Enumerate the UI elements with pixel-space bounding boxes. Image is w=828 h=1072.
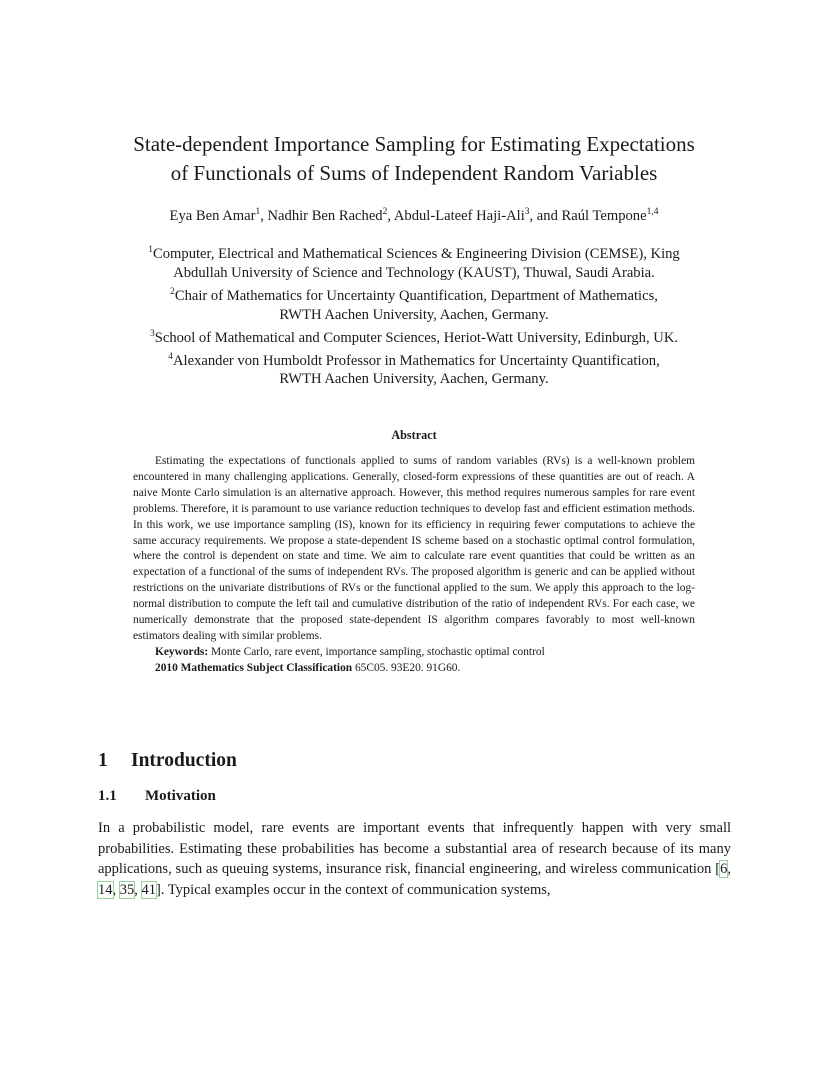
affiliation-line: [80, 325, 748, 348]
author-name: Eya Ben Amar: [169, 207, 256, 224]
author-list: [80, 207, 748, 225]
affiliation-line: Abdullah University of Science and Technology (KAUST), Thuwal, Saudi Arabia.: [173, 264, 655, 281]
affiliation-text: Alexander von Humboldt Professor in Mathematics for Uncertainty Quantification,: [173, 352, 660, 369]
affiliation-sup: 3: [149, 328, 155, 339]
intro-text-after: ]. Typical examples occur in the context of communication systems,: [156, 881, 551, 898]
affiliation-line: [80, 241, 748, 264]
abstract-body: [133, 454, 695, 677]
subsection-title: Motivation: [145, 788, 216, 804]
affiliation-text: School of Mathematical and Computer Sciences, Heriot-Watt University, Edinburgh, UK.: [154, 329, 679, 346]
author-name: Raúl Tempone: [561, 207, 647, 224]
affiliation-line: [80, 283, 748, 306]
msc-codes: 65C05. 93E20. 91G60.: [354, 661, 461, 674]
citation-link[interactable]: 41: [141, 881, 156, 898]
title-line-2: of Functionals of Sums of Independent Random Variables: [170, 161, 658, 185]
title-line-1: State-dependent Importance Sampling for Estimating Expectations: [133, 132, 695, 156]
author-separator: , and: [529, 207, 562, 224]
author-separator: ,: [260, 207, 268, 224]
affiliation-text: Chair of Mathematics for Uncertainty Quantification, Department of Mathematics,: [174, 287, 658, 304]
intro-text: In a probabilistic model, rare events are important events that infrequently happen with very small probabilities. Estimating these probabilities has become a substantial area of research because of its many applications, such as queuing systems, insurance risk, financial engineering, and wireless communication [6, 14, 35, 41]. Typical examples occur in the context of communication systems,: [98, 820, 731, 898]
author-name: Nadhir Ben Rached: [267, 207, 383, 224]
section-title: Introduction: [131, 750, 237, 771]
abstract-text: Estimating the expectations of functionals applied to sums of random variables (RVs) is a well-known problem encountered in many challenging applications. Generally, closed-form expressions of these quantities are out of reach. A naive Monte Carlo simulation is an alternative approach. However, this method requires numerous samples for rare event problems. Therefore, it is paramount to use variance reduction techniques to develop fast and efficient estimation methods. In this work, we use importance sampling (IS), known for its efficiency in requiring fewer computations to achieve the same accuracy requirements. We propose a state-dependent IS scheme based on a stochastic optimal control formulation, where the control is dependent on state and time. We aim to calculate rare event quantities that could be written as an expectation of a functional of the sums of independent RVs. The proposed algorithm is generic and can be applied without restrictions on the univariate distributions of RVs or the functional applied to the sum. We apply this approach to the log-normal distribution to compute the left tail and cumulative distribution of the ratio of independent RVs. For each case, we numerically demonstrate that the proposed state-dependent IS algorithm compares favorably to most well-known estimators dealing with similar problems.: [133, 455, 695, 642]
section-number: 1: [98, 750, 108, 771]
affiliation-sup: 2: [170, 286, 175, 297]
affiliation-sup: 4: [168, 351, 173, 362]
affiliation-line: RWTH Aachen University, Aachen, Germany.: [279, 371, 549, 388]
citation-link[interactable]: 6: [720, 861, 728, 877]
intro-text-before: In a probabilistic model, rare events are important events that infrequently happen with very small probabilities. Estimating these probabilities has become a substantial area of research because of its many applications, such as queuing systems, insurance risk, financial engineering, and wireless communication [: [98, 820, 731, 877]
affiliation-text: Computer, Electrical and Mathematical Sciences & Engineering Division (CEMSE), King: [153, 245, 680, 262]
author-separator: ,: [387, 207, 394, 224]
introduction-paragraph: [98, 818, 731, 900]
author-affil-sup: 2: [382, 207, 388, 217]
affiliation-list: [80, 241, 748, 389]
keywords-label: Keywords:: [155, 645, 209, 658]
affiliation-line: [80, 348, 748, 371]
affiliation-sup: 1: [148, 245, 154, 255]
author-affil-sup: 1: [255, 207, 261, 217]
citation-link[interactable]: 35: [119, 881, 135, 898]
affiliation-line: RWTH Aachen University, Aachen, Germany.: [279, 306, 549, 323]
paper-title: [80, 130, 748, 188]
msc-line: [133, 661, 695, 677]
author-affil-sup: 3: [524, 207, 530, 217]
arxiv-identifier-stamp[interactable]: [4, 120, 56, 780]
keywords-text: Monte Carlo, rare event, importance sampling, stochastic optimal control: [211, 645, 545, 658]
section-heading-introduction: [98, 750, 237, 772]
abstract-heading: Abstract: [391, 428, 437, 442]
keywords-line: [133, 645, 695, 661]
citation-link[interactable]: 14: [98, 881, 113, 898]
msc-label: 2010 Mathematics Subject Classification: [155, 661, 353, 674]
subsection-number: 1.1: [98, 788, 117, 804]
author-affil-sup: 1,4: [646, 207, 659, 217]
author-name: Abdul-Lateef Haji-Ali: [393, 207, 525, 224]
subsection-heading-motivation: [98, 788, 216, 805]
